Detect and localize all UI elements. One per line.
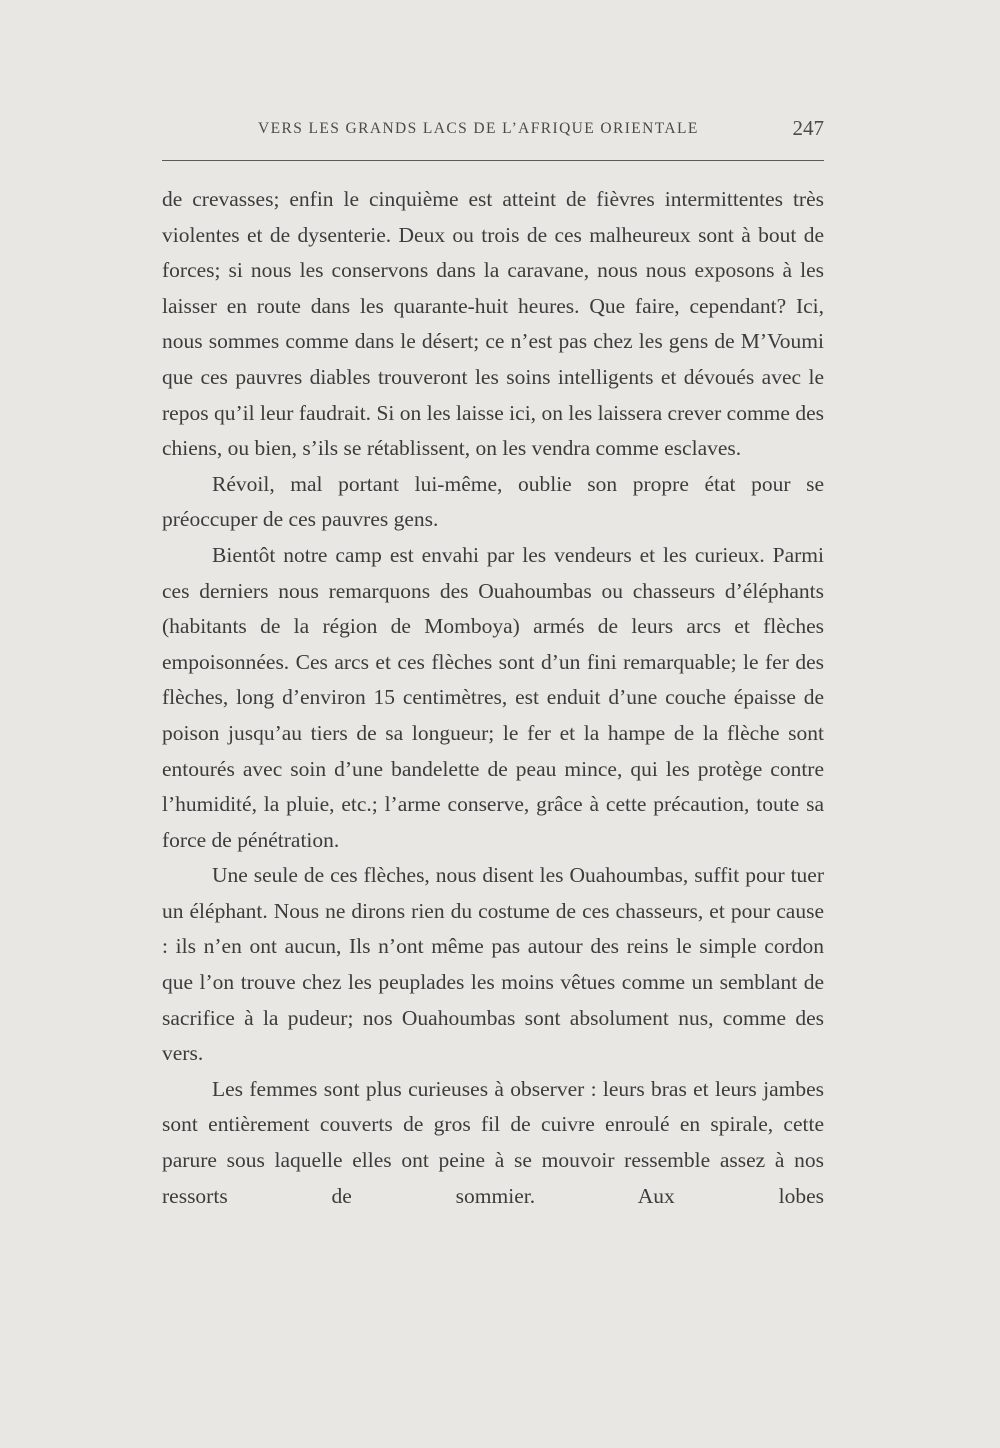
page-number: 247 (792, 116, 824, 140)
paragraph-3: Bientôt notre camp est envahi par les vendeurs et les curieux. Parmi ces derniers nous remarquons des Ouahoumbas ou chasseurs d’éléphants (habitants de la région de Momboya) armés de leurs arcs et flèches empoisonnées. Ces arcs et ces flèches sont d’un fini remarquable; le fer des flèches, long d’environ 15 centimètres, est enduit d’une couche épaisse de poison jusqu’au tiers de sa longueur; le fer et la hampe de la flèche sont entourés avec soin d’une bandelette de peau mince, qui les protège contre l’humidité, la pluie, etc.; l’arme conserve, grâce à cette précaution, toute sa force de pénétration. (162, 542, 824, 852)
body-text (162, 182, 824, 1214)
paragraph-2: Révoil, mal portant lui-même, oublie son propre état pour se préoccuper de ces pauvres gens. (162, 471, 824, 532)
header-rule (162, 160, 824, 161)
paragraph-4: Une seule de ces flèches, nous disent les Ouahoumbas, suffit pour tuer un éléphant. Nous ne dirons rien du costume de ces chasseurs, et pour cause : ils n’en ont aucun, Ils n’ont même pas autour des reins le simple cordon que l’on trouve chez les peuplades les moins vêtues comme un semblant de sacrifice à la pudeur; nos Ouahoumbas sont absolument nus, comme des vers. (162, 863, 824, 1066)
paragraph-5: Les femmes sont plus curieuses à observer : leurs bras et leurs jambes sont entièrement couverts de gros fil de cuivre enroulé en spirale, cette parure sous laquelle elles ont peine à se mouvoir ressemble assez à nos ressorts de sommier. Aux lobes (162, 1076, 824, 1208)
page-header (162, 116, 824, 142)
running-title: VERS LES GRANDS LACS DE L’AFRIQUE ORIENTALE (258, 120, 699, 137)
paragraph-1: de crevasses; enfin le cinquième est atteint de fièvres intermittentes très violentes et de dysenterie. Deux ou trois de ces malheureux sont à bout de forces; si nous les conservons dans la caravane, nous nous exposons à les laisser en route dans les quarante-huit heures. Que faire, cependant? Ici, nous sommes comme dans le désert; ce n’est pas chez les gens de M’Voumi que ces pauvres diables trouveront les soins intelligents et dévoués avec le repos qu’il leur faudrait. Si on les laisse ici, on les laissera crever comme des chiens, ou bien, s’ils se rétablissent, on les vendra comme esclaves. (162, 187, 824, 461)
